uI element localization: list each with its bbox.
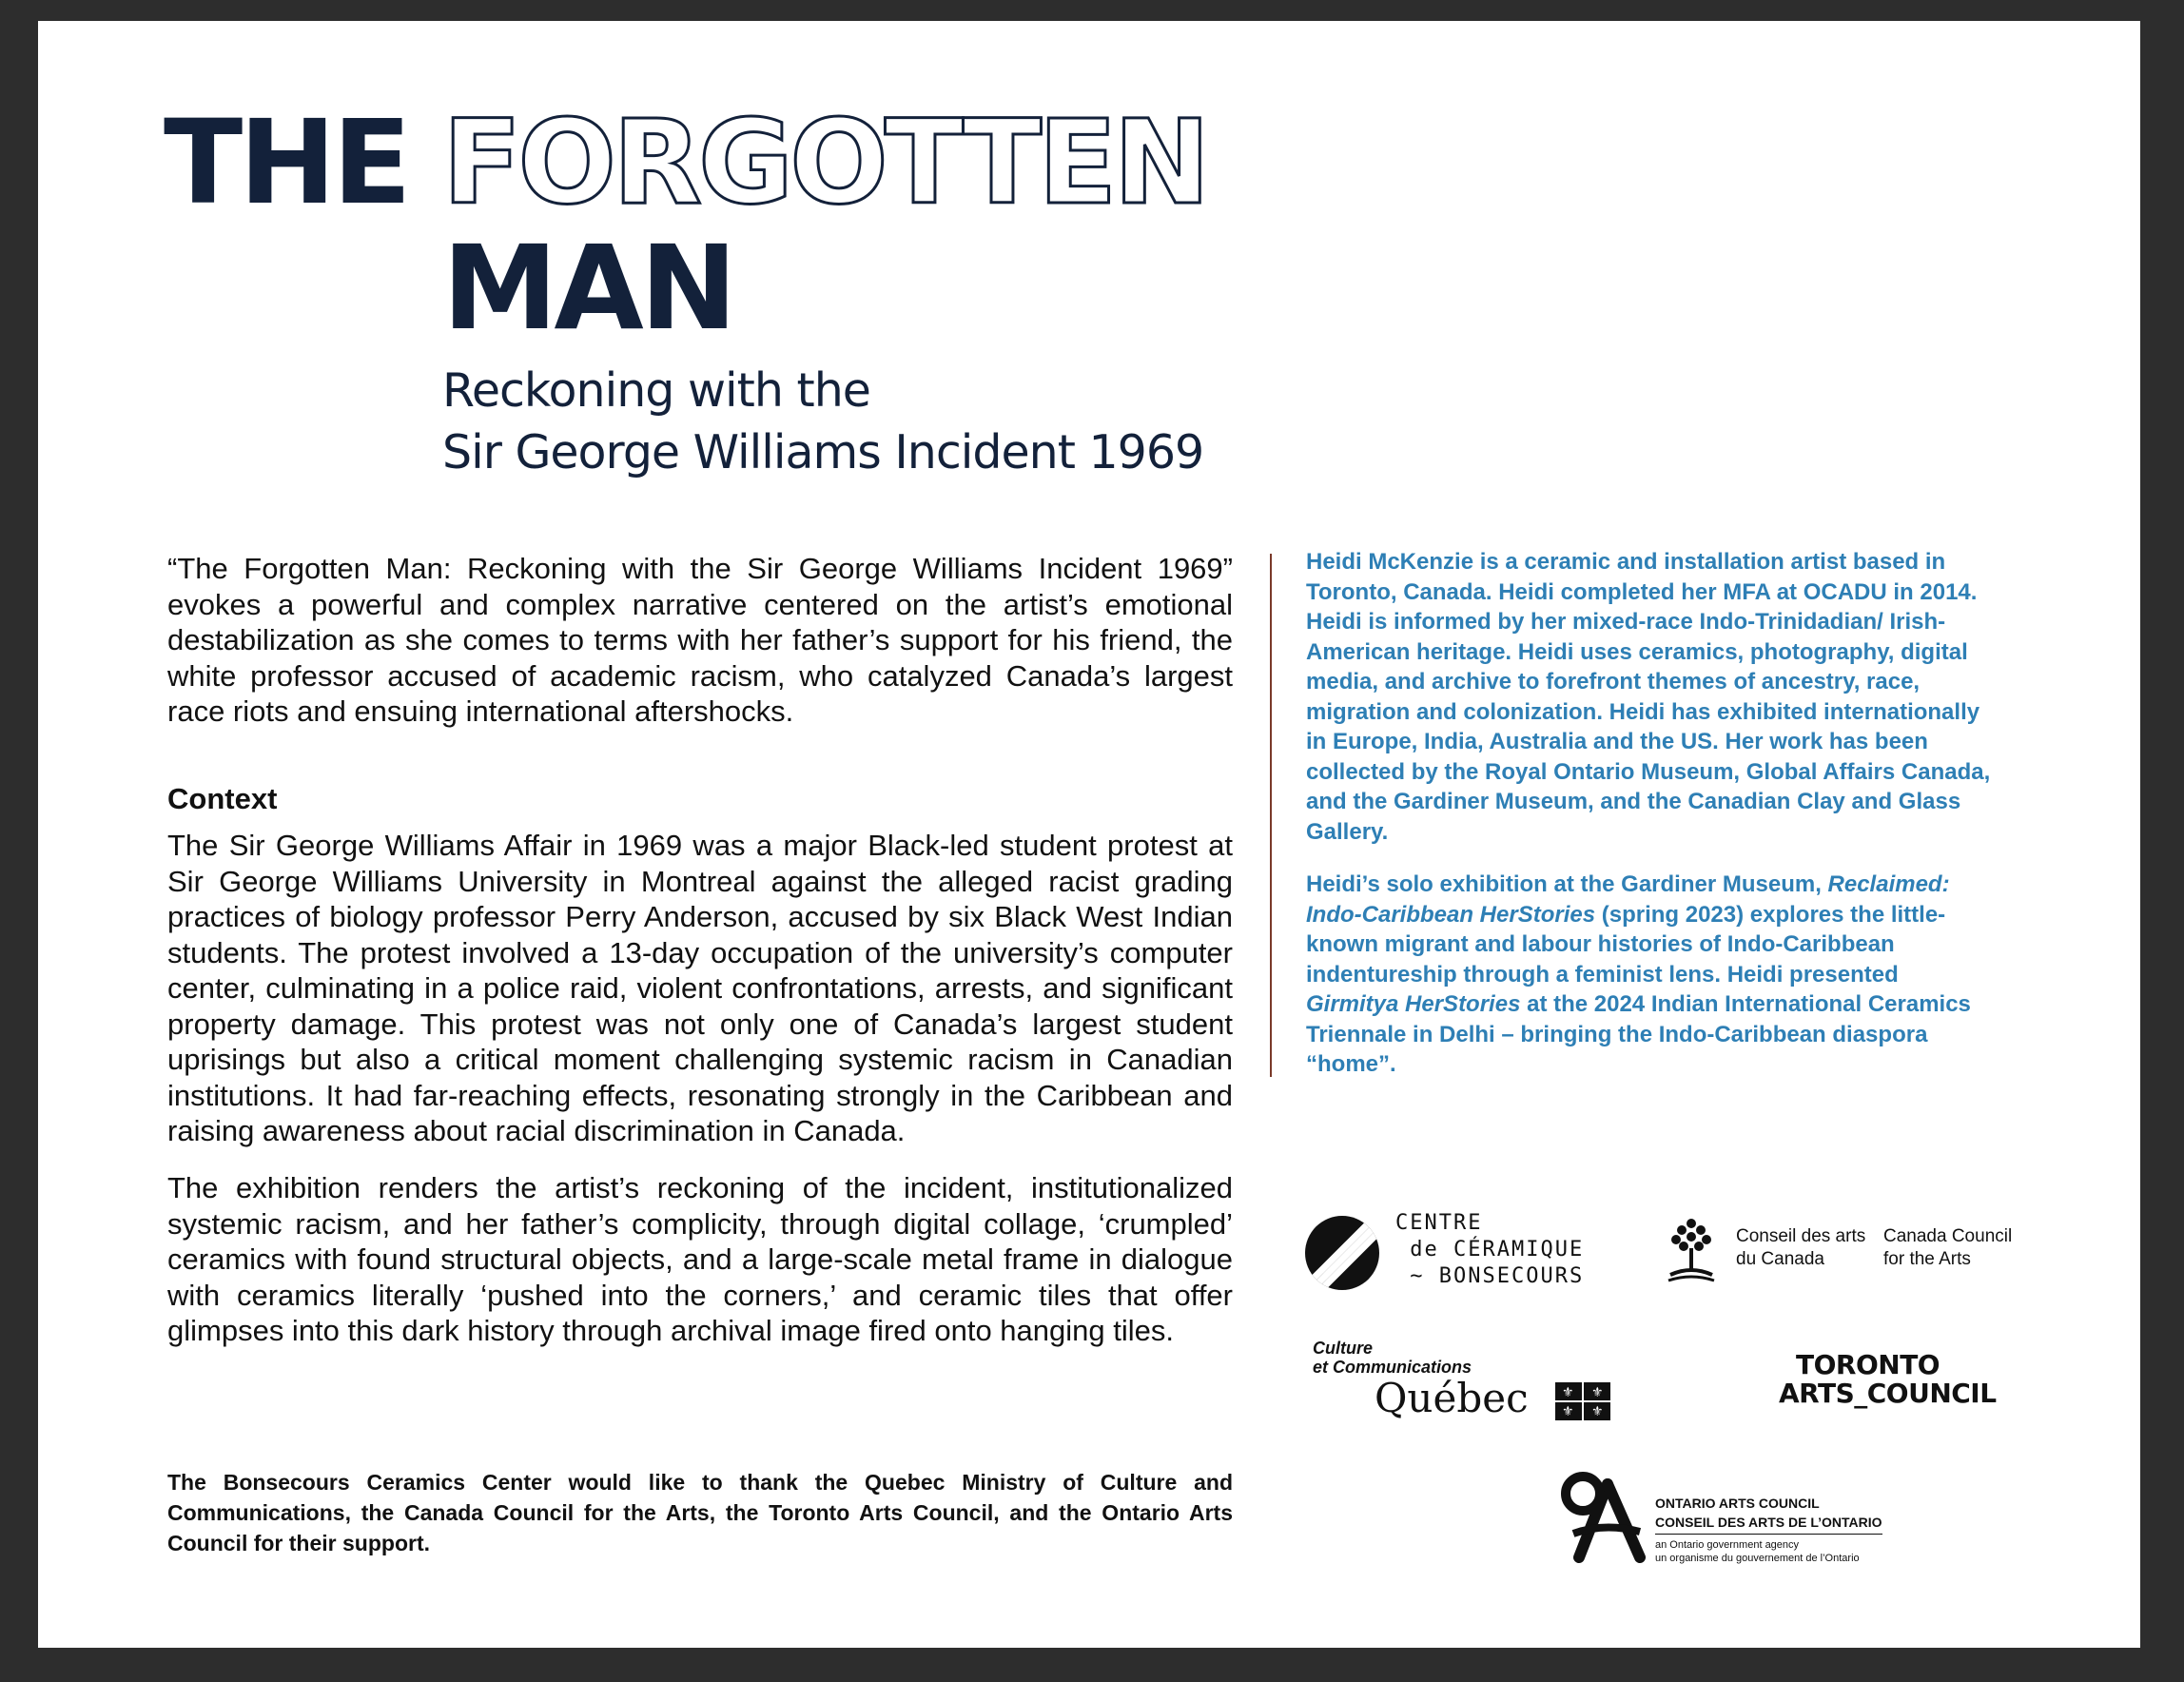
- quebec-ministry-name: Culture et Communications: [1313, 1339, 1472, 1377]
- subtitle-line-2: Sir George Williams Incident 1969: [442, 425, 1204, 479]
- oac-agency-french: un organisme du gouvernement de l’Ontario: [1655, 1553, 1860, 1564]
- intro-paragraph: “The Forgotten Man: Reckoning with the Sir George Williams Incident 1969” evokes a powerful and complex narrative centered on the artist’s emotional destabilization as she comes to terms with her father’s support for his friend, the white professor accused of academic racism, who catalyzed Canada’s largest race riots and ensuing international aftershocks.: [167, 552, 1233, 728]
- title-the: THE: [164, 95, 408, 230]
- logo-culture-communications-quebec: [1313, 1339, 1617, 1443]
- oac-agency-english: an Ontario government agency: [1655, 1539, 1800, 1551]
- oac-french-name: CONSEIL DES ARTS DE L’ONTARIO: [1655, 1513, 1882, 1535]
- context-heading: Context: [167, 782, 278, 815]
- acknowledgement: The Bonsecours Ceramics Center would like to thank the Quebec Ministry of Culture and Communications, the Canada Council for the Arts, the Toronto Arts Council, and the Ontario Arts Council for their support.: [167, 1470, 1233, 1555]
- tac-line-2: ARTS_COUNCIL: [1779, 1378, 1997, 1409]
- canada-council-french: Conseil des arts du Canada: [1736, 1226, 1866, 1269]
- quebec-wordmark: Québec: [1375, 1375, 1529, 1421]
- logo-centre-ceramique-bonsecours: [1305, 1210, 1600, 1296]
- bio-title-girmitya: Girmitya HerStories: [1306, 991, 1521, 1017]
- context-paragraph-1: The Sir George Williams Affair in 1969 was a major Black-led student protest at Sir George Williams University in Montreal against the alleged racist grading practices of biology professor Perry Anderson, accused by six Black West Indian students. The protest involved a 13-day occupation of the university’s computer center, culminating in a police raid, violent confrontations, arrests, and significant property damage. This protest was not only one of Canada’s largest student uprisings but also a critical moment challenging systemic racism in Canadian institutions. It had far-reaching effects, resonating strongly in the Caribbean and raising awareness about racial discrimination in Canada.: [167, 829, 1233, 1147]
- column-divider: [1270, 554, 1272, 1077]
- oac-english-name: ONTARIO ARTS COUNCIL: [1655, 1496, 1820, 1511]
- logo-canada-council: [1665, 1216, 2064, 1292]
- bio-title-reclaimed: Reclaimed: Indo-Caribbean HerStories: [1306, 871, 1950, 928]
- ccb-logo-text: CENTRE de CÉRAMIQUE ~ BONSECOURS: [1395, 1211, 1585, 1288]
- logo-ontario-arts-council: [1552, 1467, 1952, 1572]
- artist-bio-paragraph-2: [1306, 870, 1991, 1080]
- bio-text-e: at the 2024 Indian International Ceramics Triennale in Delhi – bringing the Indo-Caribbean diaspora “home”.: [1306, 991, 1971, 1077]
- oac-emblem-icon: [1552, 1467, 1657, 1572]
- quebec-flag-icon: ⚜ ⚜ ⚜ ⚜: [1555, 1382, 1610, 1420]
- tac-line-1: TORONTO: [1796, 1349, 1940, 1380]
- subtitle-line-1: Reckoning with the: [442, 363, 870, 418]
- exhibition-panel: [38, 21, 2140, 1648]
- logo-toronto-arts-council: [1779, 1351, 2007, 1427]
- canada-council-tree-icon: [1665, 1216, 1718, 1284]
- artist-bio-paragraph-1: Heidi McKenzie is a ceramic and installation artist based in Toronto, Canada. Heidi completed her MFA at OCADU in 2014. Heidi is informed by her mixed-race Indo-Trinidadian/ Irish-American heritage. Heidi uses ceramics, photography, digital media, and archive to forefront themes of ancestry, race, migration and colonization. Heidi has exhibited internationally in Europe, India, Australia and the US. Her work has been collected by the Royal Ontario Museum, Global Affairs Canada, and the Gardiner Museum, and the Canadian Clay and Glass Gallery.: [1306, 549, 1991, 845]
- canada-council-english: Canada Council for the Arts: [1883, 1226, 2013, 1269]
- bio-text-c: (spring 2023) explores the little-known migrant and labour histories of Indo-Caribbean indentureship through a feminist lens. Heidi presented: [1306, 901, 1946, 988]
- title-forgotten: FORGOTTEN: [442, 95, 1207, 230]
- context-paragraph-2: The exhibition renders the artist’s reckoning of the incident, institutionalized systemic racism, and her father’s complicity, through digital collage, ‘crumpled’ ceramics with found structural objects, and a large-scale metal frame in dialogue with ceramics literally ‘pushed into the corners,’ and ceramic tiles that offer glimpses into this dark history through archival image fired onto hanging tiles.: [167, 1171, 1233, 1347]
- title-man: MAN: [442, 221, 733, 356]
- bio-text-a: Heidi’s solo exhibition at the Gardiner Museum,: [1306, 871, 1828, 897]
- ccb-circle-icon: [1305, 1216, 1379, 1290]
